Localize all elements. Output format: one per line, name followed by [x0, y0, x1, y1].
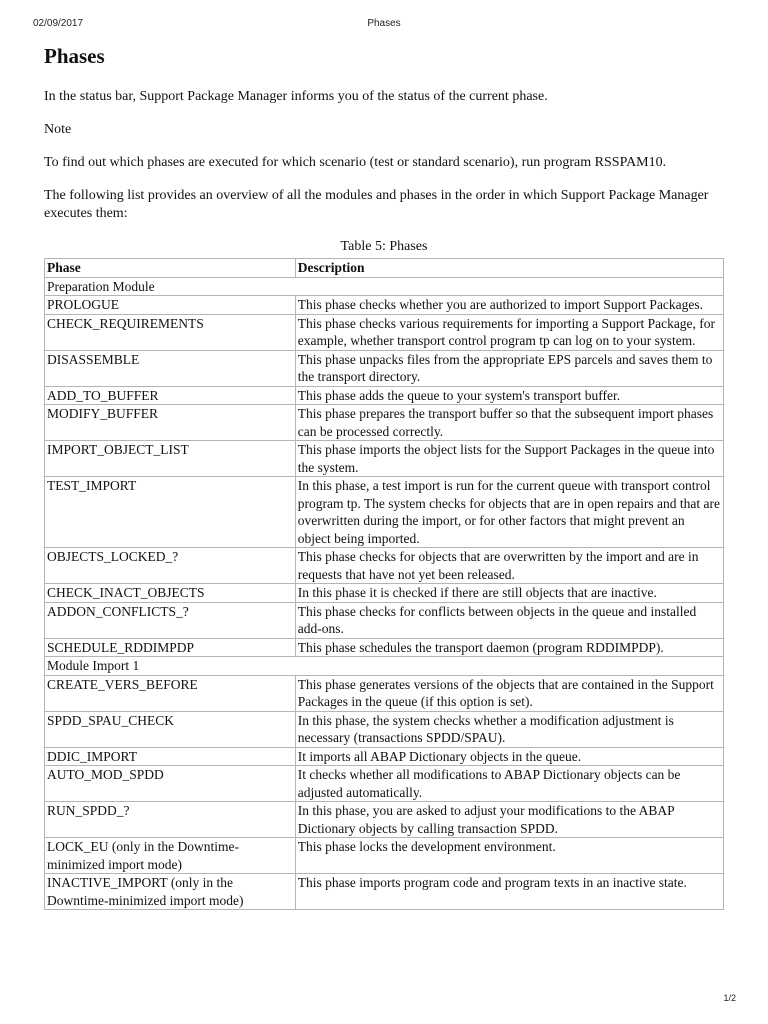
phase-name: DISASSEMBLE: [45, 350, 296, 386]
print-date: 02/09/2017: [33, 18, 84, 29]
table-header-row: [45, 259, 724, 278]
print-header-title: Phases: [367, 18, 401, 29]
phase-description: It imports all ABAP Dictionary objects in the queue.: [295, 747, 723, 766]
phase-name: SCHEDULE_RDDIMPDP: [45, 638, 296, 657]
phase-description: This phase checks various requirements for importing a Support Package, for example, whether transport control program tp can log on to your system.: [295, 314, 723, 350]
table-row: [45, 711, 724, 747]
table-row: [45, 441, 724, 477]
phase-name: ADD_TO_BUFFER: [45, 386, 296, 405]
phases-table: [44, 258, 724, 910]
table-row: [45, 838, 724, 874]
phase-name: DDIC_IMPORT: [45, 747, 296, 766]
table-row: [45, 874, 724, 910]
overview-paragraph: The following list provides an overview of all the modules and phases in the order in which Support Package Manager executes them:: [44, 188, 709, 222]
phase-description: In this phase, the system checks whether a modification adjustment is necessary (transactions SPDD/SPAU).: [295, 711, 723, 747]
table-body: [45, 277, 724, 910]
module-row: [45, 657, 724, 676]
phase-name: TEST_IMPORT: [45, 477, 296, 548]
phase-name: INACTIVE_IMPORT (only in the Downtime-minimized import mode): [45, 874, 296, 910]
phase-description: This phase locks the development environment.: [295, 838, 723, 874]
column-header-phase: Phase: [45, 259, 296, 278]
table-row: [45, 405, 724, 441]
table-row: [45, 602, 724, 638]
phase-description: This phase checks for objects that are overwritten by the import and are in requests that have not yet been released.: [295, 548, 723, 584]
table-caption: Table 5: Phases: [340, 239, 428, 255]
phase-name: ADDON_CONFLICTS_?: [45, 602, 296, 638]
phase-name: SPDD_SPAU_CHECK: [45, 711, 296, 747]
document-body: [44, 44, 724, 910]
table-row: [45, 766, 724, 802]
note-paragraph: To find out which phases are executed for which scenario (test or standard scenario), run program RSSPAM10.: [44, 155, 667, 171]
table-row: [45, 747, 724, 766]
phase-description: This phase adds the queue to your system's transport buffer.: [295, 386, 723, 405]
phase-description: In this phase, you are asked to adjust your modifications to the ABAP Dictionary objects by calling transaction SPDD.: [295, 802, 723, 838]
note-label: Note: [44, 122, 72, 138]
phase-description: This phase checks for conflicts between objects in the queue and installed add-ons.: [295, 602, 723, 638]
table-row: [45, 675, 724, 711]
phase-description: This phase imports program code and program texts in an inactive state.: [295, 874, 723, 910]
phase-description: It checks whether all modifications to ABAP Dictionary objects can be adjusted automatically.: [295, 766, 723, 802]
phase-name: CREATE_VERS_BEFORE: [45, 675, 296, 711]
phase-description: In this phase it is checked if there are still objects that are inactive.: [295, 584, 723, 603]
table-row: [45, 386, 724, 405]
phase-description: In this phase, a test import is run for the current queue with transport control program tp. The system checks for objects that are in open repairs and that are overwritten during the import, or for other factors that might prevent an object being imported.: [295, 477, 723, 548]
module-name: Module Import 1: [45, 657, 724, 676]
module-name: Preparation Module: [45, 277, 724, 296]
phase-name: LOCK_EU (only in the Downtime-minimized import mode): [45, 838, 296, 874]
phase-name: CHECK_INACT_OBJECTS: [45, 584, 296, 603]
table-row: [45, 477, 724, 548]
table-row: [45, 638, 724, 657]
table-row: [45, 584, 724, 603]
phase-name: CHECK_REQUIREMENTS: [45, 314, 296, 350]
phase-name: RUN_SPDD_?: [45, 802, 296, 838]
phase-description: This phase imports the object lists for the Support Packages in the queue into the system.: [295, 441, 723, 477]
table-row: [45, 314, 724, 350]
page-title: Phases: [44, 44, 105, 68]
table-row: [45, 350, 724, 386]
table-row: [45, 802, 724, 838]
phase-name: OBJECTS_LOCKED_?: [45, 548, 296, 584]
phase-description: This phase checks whether you are authorized to import Support Packages.: [295, 296, 723, 315]
phase-name: IMPORT_OBJECT_LIST: [45, 441, 296, 477]
phase-name: MODIFY_BUFFER: [45, 405, 296, 441]
table-row: [45, 296, 724, 315]
module-row: [45, 277, 724, 296]
phase-description: This phase generates versions of the objects that are contained in the Support Packages in the queue (if this option is set).: [295, 675, 723, 711]
phase-description: This phase prepares the transport buffer so that the subsequent import phases can be processed correctly.: [295, 405, 723, 441]
column-header-description: Description: [295, 259, 723, 278]
table-row: [45, 548, 724, 584]
phase-description: This phase unpacks files from the appropriate EPS parcels and saves them to the transport directory.: [295, 350, 723, 386]
phase-name: AUTO_MOD_SPDD: [45, 766, 296, 802]
phase-name: PROLOGUE: [45, 296, 296, 315]
phase-description: This phase schedules the transport daemon (program RDDIMPDP).: [295, 638, 723, 657]
page-number: 1/2: [723, 993, 736, 1003]
intro-paragraph: In the status bar, Support Package Manager informs you of the status of the current phase.: [44, 89, 548, 105]
